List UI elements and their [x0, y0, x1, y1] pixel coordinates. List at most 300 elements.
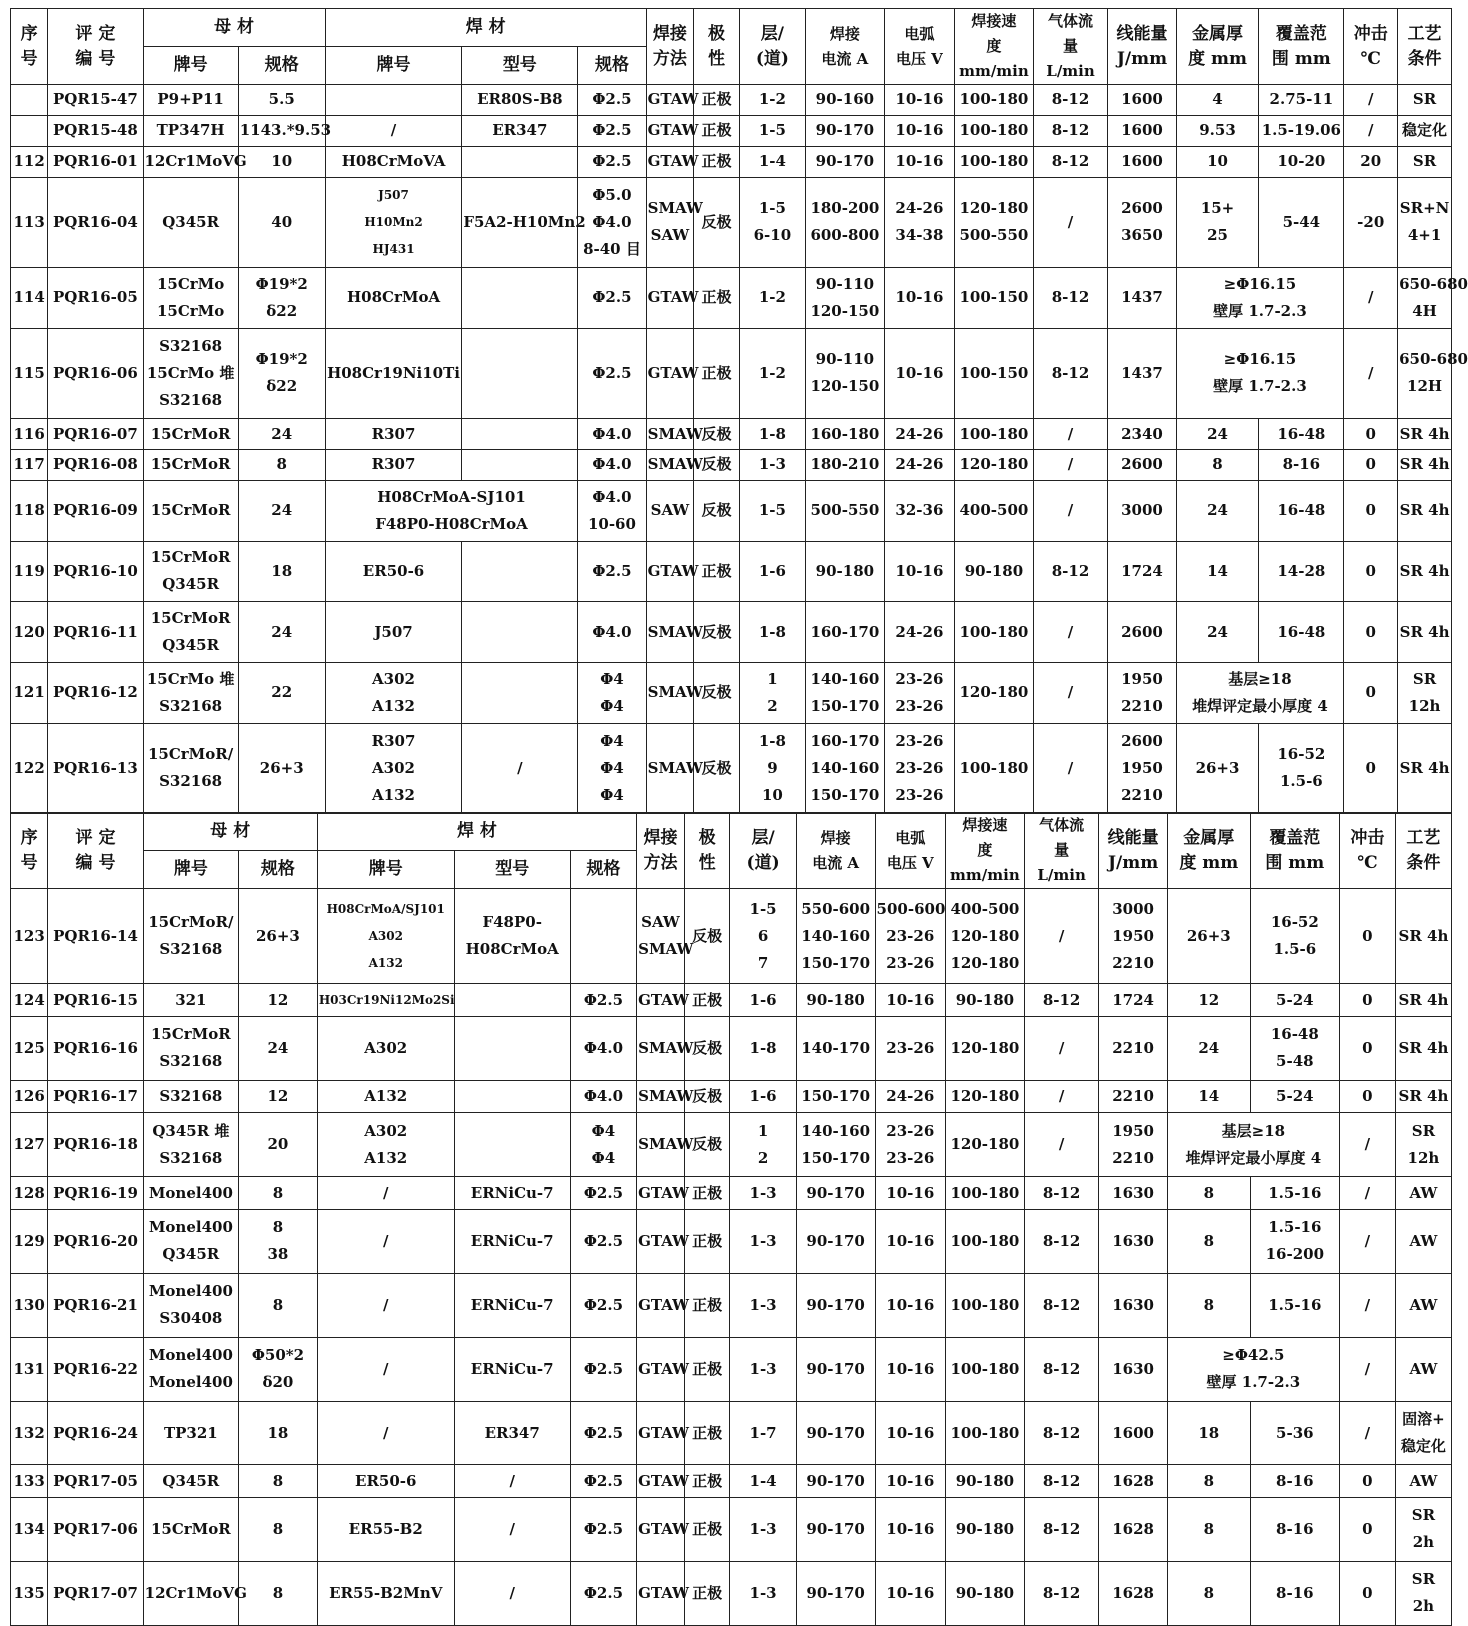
cell-seq: 129: [11, 1209, 48, 1273]
cell-code: PQR17-07: [48, 1561, 143, 1625]
cell-layers: 1-3: [730, 1498, 796, 1562]
cell-speed: 120-180: [946, 1113, 1025, 1177]
cell-thickness-range: ≥Φ42.5 壁厚 1.7-2.3: [1167, 1337, 1339, 1401]
cell-base-spec: 8: [239, 1561, 318, 1625]
cell-base-spec: 24: [238, 602, 325, 663]
cell-process: SAW: [646, 480, 694, 541]
cell-layers: 1-4: [739, 146, 805, 177]
table-row: [11, 268, 1452, 329]
cell-voltage: 10-16: [884, 146, 954, 177]
cell-filler-model: ER347: [462, 115, 578, 146]
cell-range: 16-52 1.5-6: [1250, 889, 1339, 984]
cell-filler-model: [462, 268, 578, 329]
cell-thickness-range: ≥Φ16.15 壁厚 1.7-2.3: [1176, 268, 1344, 329]
cell-gas: 8-12: [1024, 1337, 1099, 1401]
cell-process: SMAW: [637, 1113, 685, 1177]
cell-filler-model: [454, 984, 570, 1017]
cell-condition: SR 4h: [1395, 984, 1451, 1017]
cell-filler-model: [454, 1016, 570, 1080]
cell-code: PQR16-09: [48, 480, 143, 541]
cell-speed: 100-180: [955, 146, 1034, 177]
cell-heat-input: 1437: [1108, 328, 1176, 418]
cell-code: PQR16-18: [48, 1113, 143, 1177]
cell-filler-brand: ER55-B2MnV: [317, 1561, 454, 1625]
header-polarity: 极 性: [694, 9, 740, 85]
cell-filler-spec: Φ2.5: [570, 1209, 636, 1273]
cell-filler-spec: Φ4.0: [578, 419, 646, 450]
cell-range: 2.75-11: [1259, 85, 1344, 116]
header-gas: 气体流 量 L/min: [1024, 813, 1099, 889]
cell-base-spec: 8 38: [239, 1209, 318, 1273]
cell-base-spec: Φ19*2 δ22: [238, 328, 325, 418]
cell-base-grade: Monel400: [143, 1177, 238, 1210]
cell-heat-input: 2600: [1108, 602, 1176, 663]
cell-filler-spec: Φ4 Φ4: [570, 1113, 636, 1177]
cell-condition: SR 4h: [1398, 480, 1452, 541]
cell-gas: /: [1033, 480, 1108, 541]
cell-gas: 8-12: [1024, 1273, 1099, 1337]
cell-gas: 8-12: [1024, 1177, 1099, 1210]
cell-filler-model: ERNiCu-7: [454, 1273, 570, 1337]
table-row: [11, 328, 1452, 418]
cell-polarity: 反极: [694, 480, 740, 541]
cell-layers: 1-5: [739, 115, 805, 146]
cell-speed: 100-180: [946, 1401, 1025, 1465]
cell-seq: 117: [11, 450, 48, 481]
cell-filler-spec: Φ2.5: [578, 85, 646, 116]
cell-filler-spec: Φ4 Φ4: [578, 662, 646, 723]
cell-layers: 1-2: [739, 268, 805, 329]
cell-filler-model: [462, 146, 578, 177]
cell-speed: 100-180: [955, 723, 1034, 814]
cell-process: GTAW: [637, 1177, 685, 1210]
cell-seq: 112: [11, 146, 48, 177]
cell-filler-spec: Φ5.0 Φ4.0 8-40 目: [578, 177, 646, 267]
cell-speed: 100-150: [955, 328, 1034, 418]
cell-voltage: 10-16: [875, 1273, 945, 1337]
table-row: [11, 85, 1452, 116]
header-filler-spec: 规格: [578, 47, 646, 85]
cell-condition: SR 12h: [1395, 1113, 1451, 1177]
cell-filler-spec: Φ2.5: [570, 1401, 636, 1465]
header-condition: 工艺 条件: [1398, 9, 1452, 85]
table-row: [11, 146, 1452, 177]
cell-process: SMAW: [646, 602, 694, 663]
cell-layers: 1-4: [730, 1465, 796, 1498]
cell-thickness: 8: [1167, 1209, 1250, 1273]
cell-filler-brand: A302: [317, 1016, 454, 1080]
cell-current: 90-110 120-150: [806, 328, 885, 418]
cell-polarity: 正极: [694, 115, 740, 146]
cell-filler-brand: /: [325, 115, 462, 146]
cell-filler-model: ERNiCu-7: [454, 1337, 570, 1401]
cell-condition: SR 4h: [1398, 723, 1452, 814]
cell-filler-spec: Φ2.5: [570, 1273, 636, 1337]
cell-filler-spec: Φ4.0: [578, 450, 646, 481]
cell-base-spec: 12: [239, 1080, 318, 1113]
header-speed: 焊接速 度 mm/min: [955, 9, 1034, 85]
cell-impact: /: [1339, 1177, 1395, 1210]
cell-code: PQR16-22: [48, 1337, 143, 1401]
cell-base-grade: 12Cr1MoVG: [143, 146, 238, 177]
cell-process: GTAW: [637, 984, 685, 1017]
cell-range: 16-52 1.5-6: [1259, 723, 1344, 814]
cell-range: 5-24: [1250, 1080, 1339, 1113]
cell-seq: 118: [11, 480, 48, 541]
cell-code: PQR16-08: [48, 450, 143, 481]
cell-condition: SR 4h: [1398, 450, 1452, 481]
cell-gas: /: [1024, 1080, 1099, 1113]
cell-seq: 114: [11, 268, 48, 329]
cell-filler-spec: Φ4.0: [570, 1080, 636, 1113]
cell-heat-input: 1600: [1099, 1401, 1167, 1465]
cell-seq: 128: [11, 1177, 48, 1210]
cell-speed: 90-180: [946, 1498, 1025, 1562]
header-base-grade: 牌号: [143, 851, 238, 889]
cell-heat-input: 1628: [1099, 1465, 1167, 1498]
cell-seq: 123: [11, 889, 48, 984]
cell-voltage: 23-26 23-26 23-26: [884, 723, 954, 814]
cell-layers: 1-3: [730, 1337, 796, 1401]
cell-base-grade: 15CrMoR: [143, 480, 238, 541]
cell-gas: 8-12: [1033, 328, 1108, 418]
cell-condition: SR 12h: [1398, 662, 1452, 723]
cell-condition: SR 4h: [1395, 889, 1451, 984]
table-row: [11, 1561, 1452, 1625]
cell-layers: 1-2: [739, 328, 805, 418]
cell-range: 1.5-19.06: [1259, 115, 1344, 146]
cell-base-spec: Φ19*2 δ22: [238, 268, 325, 329]
cell-base-spec: 26+3: [239, 889, 318, 984]
cell-base-grade: 15CrMoR S32168: [143, 1016, 238, 1080]
table-row: [11, 1080, 1452, 1113]
cell-range: 14-28: [1259, 541, 1344, 602]
cell-impact: 0: [1344, 723, 1398, 814]
cell-filler-spec: Φ2.5: [578, 268, 646, 329]
table-row: [11, 541, 1452, 602]
cell-impact: 0: [1339, 1080, 1395, 1113]
cell-code: PQR16-07: [48, 419, 143, 450]
cell-speed: 120-180: [955, 450, 1034, 481]
cell-thickness: 9.53: [1176, 115, 1259, 146]
cell-code: PQR16-01: [48, 146, 143, 177]
cell-heat-input: 2600 1950 2210: [1108, 723, 1176, 814]
cell-impact: /: [1339, 1273, 1395, 1337]
cell-code: PQR16-06: [48, 328, 143, 418]
cell-filler-brand: H08CrMoVA: [325, 146, 462, 177]
header-voltage: 电弧 电压 V: [884, 9, 954, 85]
cell-heat-input: 1600: [1108, 115, 1176, 146]
cell-range: 5-36: [1250, 1401, 1339, 1465]
cell-speed: 100-180: [946, 1273, 1025, 1337]
cell-impact: 0: [1339, 1016, 1395, 1080]
cell-filler-spec: Φ4.0: [570, 1016, 636, 1080]
cell-voltage: 10-16: [884, 85, 954, 116]
cell-code: PQR17-05: [48, 1465, 143, 1498]
cell-thickness-range: 基层≥18 堆焊评定最小厚度 4: [1167, 1113, 1339, 1177]
cell-polarity: 正极: [694, 541, 740, 602]
cell-filler-spec: Φ4.0: [578, 602, 646, 663]
cell-seq: 116: [11, 419, 48, 450]
cell-speed: 90-180: [955, 541, 1034, 602]
cell-speed: 100-150: [955, 268, 1034, 329]
table-row: [11, 115, 1452, 146]
cell-filler-spec: Φ4 Φ4 Φ4: [578, 723, 646, 814]
header-seq: 序 号: [11, 813, 48, 889]
cell-impact: /: [1344, 328, 1398, 418]
cell-filler-brand: /: [317, 1209, 454, 1273]
cell-heat-input: 2210: [1099, 1016, 1167, 1080]
header-layers: 层/ (道): [739, 9, 805, 85]
cell-filler-model: ER80S-B8: [462, 85, 578, 116]
cell-polarity: 反极: [684, 1113, 730, 1177]
cell-thickness: 24: [1176, 419, 1259, 450]
cell-speed: 90-180: [946, 1561, 1025, 1625]
table-row: [11, 889, 1452, 984]
cell-impact: /: [1339, 1401, 1395, 1465]
cell-range: 16-48 5-48: [1250, 1016, 1339, 1080]
cell-impact: /: [1339, 1113, 1395, 1177]
cell-voltage: 24-26: [884, 602, 954, 663]
cell-polarity: 反极: [684, 1080, 730, 1113]
cell-thickness: 8: [1176, 450, 1259, 481]
cell-base-spec: 20: [239, 1113, 318, 1177]
cell-polarity: 反极: [694, 177, 740, 267]
cell-condition: AW: [1395, 1209, 1451, 1273]
cell-thickness: 8: [1167, 1177, 1250, 1210]
cell-base-spec: 18: [239, 1401, 318, 1465]
cell-code: PQR17-06: [48, 1498, 143, 1562]
cell-base-grade: 321: [143, 984, 238, 1017]
cell-layers: 1-8: [739, 602, 805, 663]
cell-gas: 8-12: [1024, 1209, 1099, 1273]
cell-filler-spec: Φ2.5: [570, 1498, 636, 1562]
cell-filler-brand: J507 H10Mn2 HJ431: [325, 177, 462, 267]
header-filler-model: 型号: [462, 47, 578, 85]
pqr-table-upper: [10, 8, 1468, 814]
cell-thickness: 10: [1176, 146, 1259, 177]
cell-filler-model: [462, 328, 578, 418]
cell-filler-model: [462, 419, 578, 450]
cell-voltage: 23-26 23-26: [875, 1113, 945, 1177]
cell-seq: [11, 85, 48, 116]
cell-filler-spec: Φ2.5: [570, 1337, 636, 1401]
cell-seq: 124: [11, 984, 48, 1017]
cell-process: SMAW: [637, 1016, 685, 1080]
cell-process: GTAW: [646, 541, 694, 602]
cell-range: 16-48: [1259, 480, 1344, 541]
cell-speed: 120-180: [946, 1080, 1025, 1113]
cell-code: PQR16-16: [48, 1016, 143, 1080]
cell-filler-brand: H08Cr19Ni10Ti: [325, 328, 462, 418]
cell-layers: 1-8 9 10: [739, 723, 805, 814]
cell-seq: 120: [11, 602, 48, 663]
cell-heat-input: 1630: [1099, 1337, 1167, 1401]
header-current: 焊接 电流 A: [806, 9, 885, 85]
cell-current: 90-170: [806, 115, 885, 146]
header-process: 焊接 方法: [637, 813, 685, 889]
cell-gas: /: [1024, 1113, 1099, 1177]
cell-polarity: 正极: [694, 268, 740, 329]
cell-base-grade: Q345R: [143, 177, 238, 267]
cell-speed: 100-180: [946, 1177, 1025, 1210]
cell-filler-brand: R307: [325, 419, 462, 450]
cell-impact: 0: [1339, 1498, 1395, 1562]
cell-process: GTAW: [637, 1401, 685, 1465]
cell-filler-model: [454, 1080, 570, 1113]
cell-filler-model: ERNiCu-7: [454, 1209, 570, 1273]
table-row: [11, 1337, 1452, 1401]
header-impact: 冲击 ℃: [1339, 813, 1395, 889]
cell-voltage: 24-26: [884, 419, 954, 450]
cell-layers: 1-5: [739, 480, 805, 541]
cell-filler-spec: Φ4.0 10-60: [578, 480, 646, 541]
cell-heat-input: 2210: [1099, 1080, 1167, 1113]
cell-filler-brand: /: [317, 1177, 454, 1210]
cell-filler-spec: Φ2.5: [578, 115, 646, 146]
header-range: 覆盖范 围 mm: [1250, 813, 1339, 889]
cell-impact: 0: [1339, 889, 1395, 984]
cell-impact: /: [1339, 1209, 1395, 1273]
cell-base-spec: 8: [239, 1465, 318, 1498]
cell-filler-model: F48P0- H08CrMoA: [454, 889, 570, 984]
cell-layers: 1-2: [739, 85, 805, 116]
cell-range: 1.5-16: [1250, 1177, 1339, 1210]
cell-current: 90-170: [796, 1401, 875, 1465]
cell-thickness-range: ≥Φ16.15 壁厚 1.7-2.3: [1176, 328, 1344, 418]
cell-polarity: 反极: [684, 1016, 730, 1080]
cell-condition: AW: [1395, 1273, 1451, 1337]
cell-condition: SR 2h: [1395, 1561, 1451, 1625]
table-row: [11, 1498, 1452, 1562]
cell-filler-spec: Φ2.5: [570, 1561, 636, 1625]
cell-base-spec: 26+3: [238, 723, 325, 814]
cell-thickness: 24: [1176, 480, 1259, 541]
cell-current: 500-550: [806, 480, 885, 541]
cell-current: 90-170: [796, 1561, 875, 1625]
cell-base-spec: 10: [238, 146, 325, 177]
cell-filler-model: F5A2-H10Mn2: [462, 177, 578, 267]
cell-range: 8-16: [1250, 1465, 1339, 1498]
cell-layers: 1-8: [730, 1016, 796, 1080]
cell-speed: 100-180: [946, 1337, 1025, 1401]
header-filler-group: 焊 材: [325, 9, 646, 47]
header-seq: 序 号: [11, 9, 48, 85]
cell-filler-model: /: [454, 1465, 570, 1498]
cell-thickness: 8: [1167, 1561, 1250, 1625]
cell-layers: 1-3: [730, 1177, 796, 1210]
cell-code: PQR16-17: [48, 1080, 143, 1113]
cell-layers: 1 2: [739, 662, 805, 723]
cell-seq: 121: [11, 662, 48, 723]
cell-heat-input: 3000: [1108, 480, 1176, 541]
cell-range: 5-24: [1250, 984, 1339, 1017]
cell-thickness: 14: [1167, 1080, 1250, 1113]
cell-code: PQR16-20: [48, 1209, 143, 1273]
cell-gas: 8-12: [1024, 984, 1099, 1017]
cell-impact: 0: [1339, 1465, 1395, 1498]
cell-filler-spec: Φ2.5: [570, 1177, 636, 1210]
cell-filler-spec: Φ2.5: [578, 328, 646, 418]
header-filler-model: 型号: [454, 851, 570, 889]
cell-polarity: 反极: [684, 889, 730, 984]
cell-polarity: 反极: [694, 419, 740, 450]
cell-filler-brand: ER55-B2: [317, 1498, 454, 1562]
cell-gas: /: [1033, 177, 1108, 267]
cell-process: SMAW: [646, 450, 694, 481]
cell-impact: /: [1344, 85, 1398, 116]
header-thick: 金属厚 度 mm: [1176, 9, 1259, 85]
cell-heat-input: 1950 2210: [1099, 1113, 1167, 1177]
cell-voltage: 10-16: [875, 1209, 945, 1273]
cell-layers: 1-5 6 7: [730, 889, 796, 984]
cell-condition: SR 4h: [1398, 602, 1452, 663]
cell-heat-input: 1437: [1108, 268, 1176, 329]
cell-current: 140-160 150-170: [806, 662, 885, 723]
cell-heat-input: 2600 3650: [1108, 177, 1176, 267]
cell-process: GTAW: [637, 1465, 685, 1498]
cell-base-spec: 1143.*9.53: [238, 115, 325, 146]
header-gas: 气体流 量 L/min: [1033, 9, 1108, 85]
table-row: [11, 1113, 1452, 1177]
cell-seq: 113: [11, 177, 48, 267]
cell-base-grade: 15CrMoR: [143, 1498, 238, 1562]
cell-condition: AW: [1395, 1177, 1451, 1210]
cell-impact: 0: [1344, 450, 1398, 481]
cell-speed: 120-180: [946, 1016, 1025, 1080]
pqr-table-lower: [10, 812, 1452, 1626]
header-code: 评 定 编 号: [48, 9, 143, 85]
cell-seq: 135: [11, 1561, 48, 1625]
cell-gas: /: [1033, 450, 1108, 481]
cell-voltage: 10-16: [875, 1498, 945, 1562]
cell-voltage: 23-26: [875, 1016, 945, 1080]
cell-speed: 100-180: [955, 115, 1034, 146]
cell-condition: AW: [1395, 1337, 1451, 1401]
cell-current: 180-200 600-800: [806, 177, 885, 267]
cell-code: PQR16-05: [48, 268, 143, 329]
cell-impact: 0: [1339, 1561, 1395, 1625]
cell-seq: 134: [11, 1498, 48, 1562]
cell-process: GTAW: [637, 1337, 685, 1401]
cell-current: 90-170: [796, 1273, 875, 1337]
cell-code: PQR16-15: [48, 984, 143, 1017]
cell-impact: 0: [1339, 984, 1395, 1017]
cell-polarity: 正极: [684, 1273, 730, 1337]
header-code: 评 定 编 号: [48, 813, 143, 889]
cell-current: 160-180: [806, 419, 885, 450]
cell-polarity: 正极: [684, 1177, 730, 1210]
cell-filler-brand: [325, 85, 462, 116]
cell-thickness: 26+3: [1167, 889, 1250, 984]
cell-gas: 8-12: [1024, 1401, 1099, 1465]
cell-voltage: 500-600 23-26 23-26: [875, 889, 945, 984]
cell-process: SAW SMAW: [637, 889, 685, 984]
cell-process: GTAW: [637, 1561, 685, 1625]
cell-gas: /: [1033, 723, 1108, 814]
header-filler-group: 焊 材: [317, 813, 636, 851]
header-base-grade: 牌号: [143, 47, 238, 85]
cell-layers: 1 2: [730, 1113, 796, 1177]
cell-filler-brand: ER50-6: [317, 1465, 454, 1498]
cell-current: 90-170: [796, 1465, 875, 1498]
header-polarity: 极 性: [684, 813, 730, 889]
table-row: [11, 662, 1452, 723]
cell-code: PQR16-13: [48, 723, 143, 814]
cell-base-spec: 22: [238, 662, 325, 723]
cell-code: PQR16-14: [48, 889, 143, 984]
cell-filler-brand: A302 A132: [325, 662, 462, 723]
